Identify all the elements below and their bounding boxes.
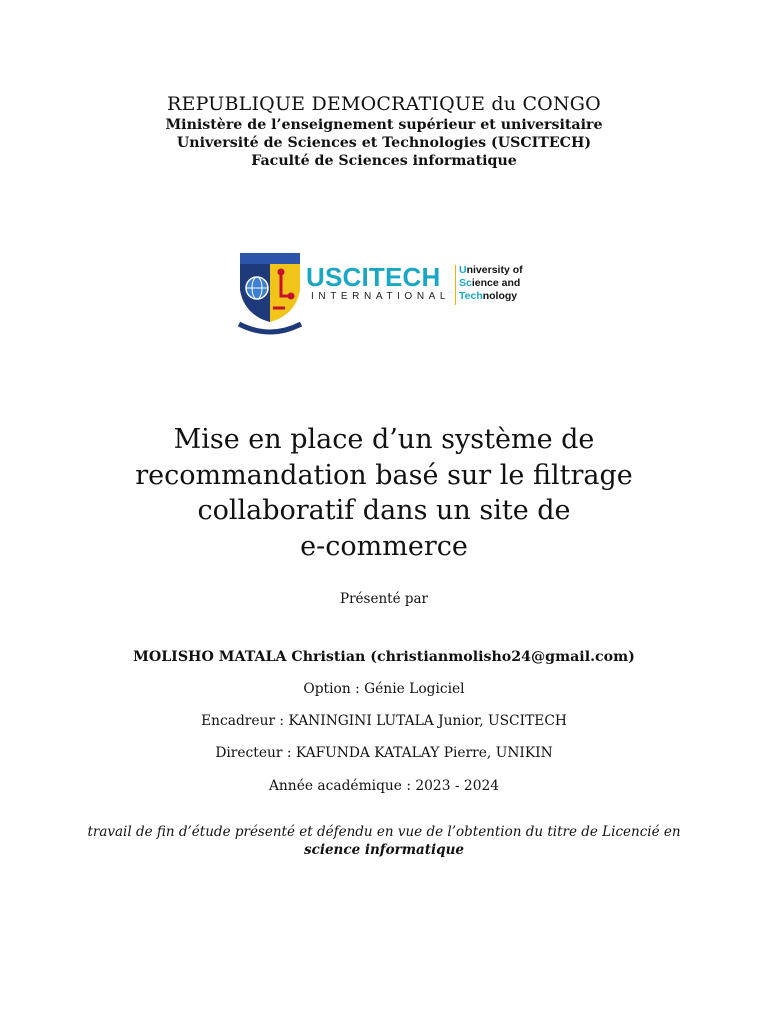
presented-by: Présenté par [340,591,428,607]
country-heading: REPUBLIQUE DEMOCRATIQUE du CONGO [167,93,601,115]
thesis-note: travail de fin d’étude présenté et défendu en vue de l’obtention du titre de Licencié en [87,824,681,840]
university-shield-icon [237,250,303,336]
ministry-line: Ministère de l’enseignement supérieur et universitaire [165,117,603,133]
director-line: Directeur : KAFUNDA KATALAY Pierre, UNIKIN [215,745,553,761]
option-line: Option : Génie Logiciel [303,681,465,697]
logo-tagline: University of Science and Technology [459,264,523,302]
thesis-field: science informatique [304,842,464,858]
title-line: e-commerce [300,530,468,562]
logo-name: USCITECH [306,262,441,292]
title-line: collaboratif dans un site de [197,495,571,526]
faculty-line: Faculté de Sciences informatique [251,153,517,169]
uscitech-logo [237,250,537,336]
university-line: Université de Sciences et Technologies (USCITECH) [176,135,592,151]
logo-international: INTERNATIONAL [311,291,451,302]
academic-year: Année académique : 2023 - 2024 [268,778,500,794]
supervisor-line: Encadreur : KANINGINI LUTALA Junior, USCITECH [201,713,567,729]
title-line: recommandation basé sur le filtrage [135,459,633,491]
logo-divider [455,265,456,305]
student-name: MOLISHO MATALA Christian (christianmolisho24@gmail.com) [133,649,635,665]
title-line: Mise en place d’un système de [173,424,595,455]
thesis-title [0,422,768,564]
